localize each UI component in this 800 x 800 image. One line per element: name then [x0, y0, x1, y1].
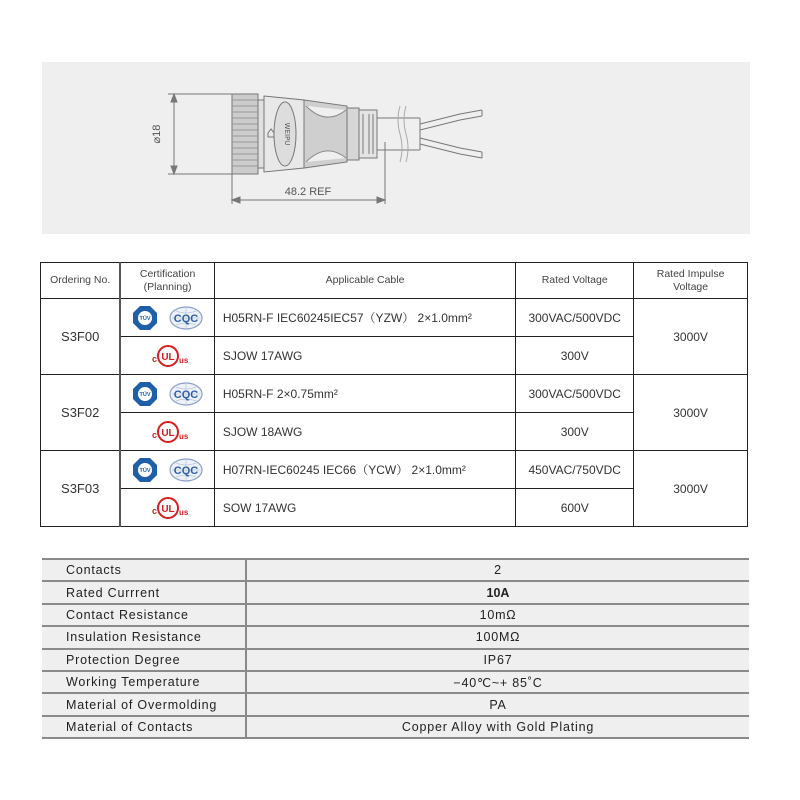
impulse-voltage-cell: 3000V [634, 375, 748, 451]
ordering-no-cell: S3F02 [41, 375, 121, 451]
rated-voltage-cell: 450VAC/750VDC [516, 451, 634, 489]
spec-label: Material of Contacts [42, 716, 246, 738]
rated-voltage-cell: 600V [516, 489, 634, 527]
header-certification-line1: Certification [139, 267, 196, 280]
cqc-logo-icon [168, 457, 204, 483]
ordering-no-cell: S3F03 [41, 451, 121, 527]
header-impulse-line1: Rated Impulse [656, 267, 725, 280]
header-impulse-line2: Voltage [673, 280, 709, 293]
ordering-no-cell: S3F00 [41, 299, 121, 375]
applicable-cable-cell: SJOW 17AWG [214, 337, 515, 375]
svg-text:CQC: CQC [173, 388, 198, 401]
spec-row [42, 581, 749, 603]
spec-row [42, 604, 749, 626]
svg-text:c: c [151, 353, 157, 364]
svg-text:WEIPU: WEIPU [283, 122, 291, 146]
impulse-voltage-cell: 3000V [634, 451, 748, 527]
spec-value: −40℃~+ 85˚C [246, 671, 749, 693]
svg-text:us: us [178, 431, 188, 441]
rated-voltage-cell: 300V [516, 413, 634, 451]
diameter-label: ⌀18 [151, 124, 163, 144]
spec-row [42, 559, 749, 581]
certification-cell [120, 489, 214, 527]
spec-label: Contact Resistance [42, 604, 246, 626]
ul-logo-icon [146, 495, 190, 521]
svg-text:us: us [178, 355, 188, 365]
svg-text:us: us [178, 507, 188, 517]
certification-cell [120, 451, 214, 489]
tuv-logo-icon [132, 457, 158, 483]
header-certification-line2: (Planning) [143, 280, 192, 293]
svg-text:UL: UL [160, 427, 175, 439]
ordering-table [40, 262, 748, 527]
header-rated-voltage: Rated Voltage [516, 263, 634, 299]
spec-value: Copper Alloy with Gold Plating [246, 716, 749, 738]
spec-label: Working Temperature [42, 671, 246, 693]
rated-voltage-cell: 300VAC/500VDC [516, 299, 634, 337]
applicable-cable-cell: SOW 17AWG [214, 489, 515, 527]
specification-table [42, 558, 749, 739]
spec-value: 10A [246, 581, 749, 603]
spec-label: Rated Currrent [42, 581, 246, 603]
spec-value: PA [246, 693, 749, 715]
svg-text:TÜV: TÜV [139, 315, 151, 322]
length-label: 48.2 REF [284, 186, 332, 198]
svg-text:CQC: CQC [173, 464, 198, 477]
cqc-logo-icon [168, 381, 204, 407]
cqc-logo-icon [168, 305, 204, 331]
spec-row [42, 693, 749, 715]
rated-voltage-cell: 300VAC/500VDC [516, 375, 634, 413]
svg-text:TÜV: TÜV [139, 467, 151, 474]
spec-label: Contacts [42, 559, 246, 581]
ul-logo-icon [146, 343, 190, 369]
svg-text:UL: UL [160, 503, 175, 515]
technical-drawing-panel [42, 62, 750, 234]
spec-value: 2 [246, 559, 749, 581]
spec-value: 100MΩ [246, 626, 749, 648]
ul-logo-icon [146, 419, 190, 445]
applicable-cable-cell: SJOW 18AWG [214, 413, 515, 451]
svg-text:CQC: CQC [173, 312, 198, 325]
tuv-logo-icon [132, 305, 158, 331]
certification-cell [120, 337, 214, 375]
svg-text:c: c [151, 429, 157, 440]
certification-cell [120, 299, 214, 337]
impulse-voltage-cell: 3000V [634, 299, 748, 375]
spec-value: 10mΩ [246, 604, 749, 626]
certification-cell [120, 413, 214, 451]
header-certification [120, 263, 214, 299]
spec-label: Material of Overmolding [42, 693, 246, 715]
connector-drawing [42, 62, 750, 234]
spec-row [42, 649, 749, 671]
applicable-cable-cell: H07RN-IEC60245 IEC66（YCW） 2×1.0mm² [214, 451, 515, 489]
table-header-row [41, 263, 748, 299]
applicable-cable-cell: H05RN-F 2×0.75mm² [214, 375, 515, 413]
tuv-logo-icon [132, 381, 158, 407]
certification-cell [120, 375, 214, 413]
header-rated-impulse-voltage [634, 263, 748, 299]
spec-label: Insulation Resistance [42, 626, 246, 648]
spec-label: Protection Degree [42, 649, 246, 671]
header-ordering-no: Ordering No. [41, 263, 121, 299]
table-row [41, 451, 748, 489]
spec-value: IP67 [246, 649, 749, 671]
spec-row [42, 626, 749, 648]
spec-row [42, 716, 749, 738]
svg-text:c: c [151, 505, 157, 516]
svg-text:UL: UL [160, 351, 175, 363]
applicable-cable-cell: H05RN-F IEC60245IEC57（YZW） 2×1.0mm² [214, 299, 515, 337]
table-row [41, 375, 748, 413]
table-row [41, 299, 748, 337]
rated-voltage-cell: 300V [516, 337, 634, 375]
svg-text:TÜV: TÜV [139, 391, 151, 398]
header-applicable-cable: Applicable Cable [214, 263, 515, 299]
spec-row [42, 671, 749, 693]
